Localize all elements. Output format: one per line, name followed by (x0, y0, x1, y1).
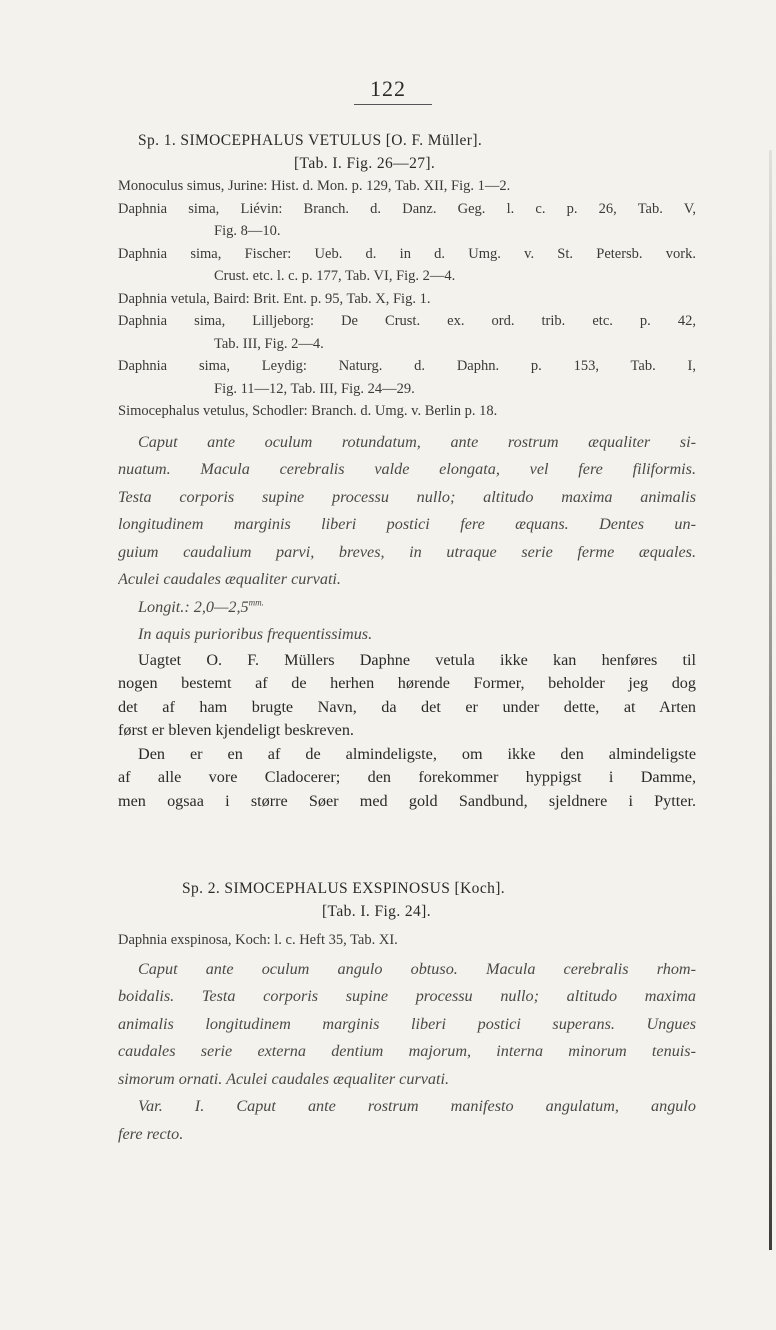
species-2-tab-reference: [Tab. I. Fig. 24]. (322, 902, 432, 920)
paragraph-line: men ogsaa i større Søer med gold Sandbund, sjeldnere i Pytter. (118, 791, 696, 810)
paragraph-line: Uagtet O. F. Müllers Daphne vetula ikke kan henføres til (138, 650, 696, 669)
synonym-continuation-line: Tab. III, Fig. 2—4. (214, 335, 324, 352)
paragraph-line: af alle vore Cladocerer; den forekommer hyppigst i Damme, (118, 768, 696, 786)
page-number-rule (354, 104, 432, 105)
diagnosis-line: simorum ornati. Aculei caudales æqualiter curvati. (118, 1069, 450, 1088)
species-1-paragraph-2 (118, 743, 696, 814)
variety-line: Var. I. Caput ante rostrum manifesto angulatum, angulo (138, 1097, 696, 1115)
species-2-diagnosis (118, 956, 696, 1094)
species-1-paragraph-1 (118, 649, 696, 743)
species-1-tab-reference: [Tab. I. Fig. 26—27]. (294, 154, 436, 172)
diagnosis-line: Caput ante oculum angulo obtuso. Macula cerebralis rhom- (138, 959, 696, 978)
length-unit: mm. (248, 597, 264, 608)
species-1-diagnosis (118, 429, 696, 594)
species-1-habitat: In aquis purioribus frequentissimus. (138, 625, 373, 643)
diagnosis-line: Caput ante oculum rotundatum, ante rostrum æqualiter si- (138, 432, 696, 451)
synonym-line: Daphnia sima, Leydig: Naturg. d. Daphn. p. 153, Tab. I, (118, 358, 696, 374)
diagnosis-line: longitudinem marginis liberi postici fere æquans. Dentes un- (118, 515, 696, 533)
species-2-block (118, 878, 696, 1148)
synonym-continuation-line: Fig. 11—12, Tab. III, Fig. 24—29. (214, 380, 415, 397)
diagnosis-line: nuatum. Macula cerebralis valde elongata, vel fere filiformis. (118, 460, 696, 478)
species-1-heading: Sp. 1. SIMOCEPHALUS VETULUS [O. F. Müller]. (138, 132, 483, 149)
synonym-line: Daphnia vetula, Baird: Brit. Ent. p. 95, Tab. X, Fig. 1. (118, 290, 431, 307)
synonym-line: Daphnia sima, Liévin: Branch. d. Danz. Geg. l. c. p. 26, Tab. V, (118, 200, 696, 217)
species-2-variety (118, 1093, 696, 1148)
synonym-line: Daphnia sima, Fischer: Ueb. d. in d. Umg. v. St. Petersb. vork. (118, 245, 696, 262)
paragraph-line: nogen bestemt af de herhen hørende Former, beholder jeg dog (118, 674, 696, 692)
paragraph-line: først er bleven kjendeligt beskreven. (118, 721, 354, 739)
species-2-synonym: Daphnia exspinosa, Koch: l. c. Heft 35, Tab. XI. (118, 932, 398, 948)
paragraph-line: Den er en af de almindeligste, om ikke den almindeligste (138, 744, 696, 763)
synonym-line: Monoculus simus, Jurine: Hist. d. Mon. p. 129, Tab. XII, Fig. 1—2. (118, 178, 511, 194)
length-label: Longit.: 2,0—2,5 (138, 597, 249, 616)
synonym-line: Simocephalus vetulus, Schodler: Branch. d. Umg. v. Berlin p. 18. (118, 403, 498, 419)
synonym-continuation-line: Fig. 8—10. (214, 223, 281, 239)
diagnosis-line: boidalis. Testa corporis supine processu nullo; altitudo maxima (118, 987, 696, 1005)
species-1-synonymy (118, 175, 696, 423)
synonym-line: Daphnia sima, Lilljeborg: De Crust. ex. ord. trib. etc. p. 42, (118, 313, 696, 329)
diagnosis-line: caudales serie externa dentium majorum, interna minorum tenuis- (118, 1042, 696, 1060)
variety-line: fere recto. (118, 1124, 184, 1143)
diagnosis-line: Aculei caudales æqualiter curvati. (118, 570, 341, 588)
page-number: 122 (370, 76, 406, 101)
diagnosis-line: Testa corporis supine processu nullo; altitudo maxima animalis (118, 487, 696, 506)
paragraph-line: det af ham brugte Navn, da det er under dette, at Arten (118, 697, 696, 716)
diagnosis-line: guium caudalium parvi, breves, in utraque serie ferme æquales. (118, 542, 696, 561)
diagnosis-line: animalis longitudinem marginis liberi postici superans. Ungues (118, 1014, 696, 1033)
synonym-continuation-line: Crust. etc. l. c. p. 177, Tab. VI, Fig. 2—4. (214, 268, 456, 284)
page-edge-shadow (769, 150, 772, 1250)
species-1-block (118, 130, 696, 813)
species-2-heading: Sp. 2. SIMOCEPHALUS EXSPINOSUS [Koch]. (182, 880, 506, 897)
species-1-length (118, 594, 696, 622)
